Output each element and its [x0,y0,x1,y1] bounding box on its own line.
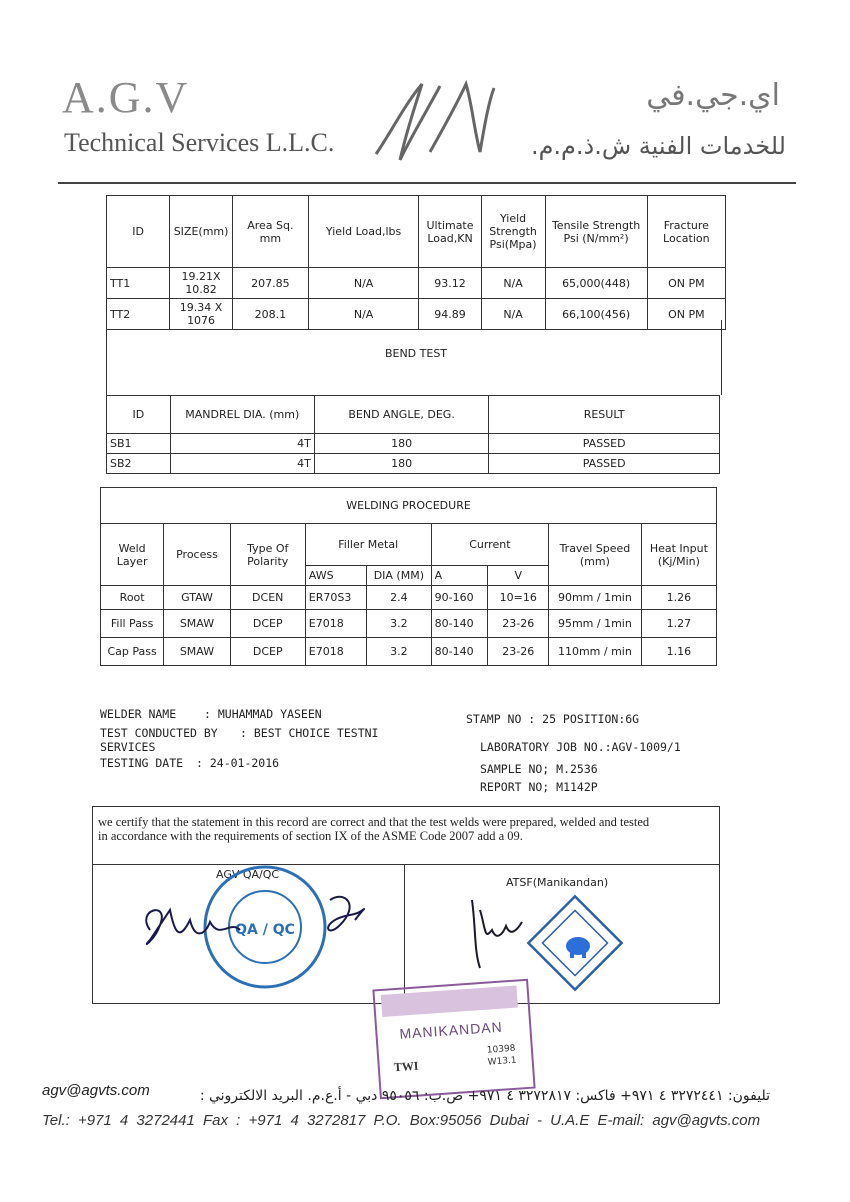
cell: 93.12 [419,268,481,299]
col-weld-layer: Weld Layer [101,524,164,586]
cell: 110mm / min [549,638,642,666]
footer-contact-line: Tel.: +971 4 3272441 Fax : +971 4 3272817 P.O. Box:95056 Dubai - U.A.E E-mail: agv@agvts.com [42,1112,761,1129]
col-area: Area Sq. mm [233,196,309,268]
col-ultimate-load: Ultimate Load,KN [419,196,481,268]
atsf-label: ATSF(Manikandan) [506,876,609,889]
stamp-center-text: QA / QC [235,922,295,938]
col-amps: A [431,566,488,586]
footer-email: agv@agvts.com [42,1082,150,1099]
cell: DCEN [230,586,305,610]
cell: 208.1 [233,299,309,330]
col-id: ID [107,196,170,268]
cell: PASSED [489,434,720,454]
cell: DCEP [230,638,305,666]
bend-test-title: BEND TEST [384,347,448,360]
cell: 94.89 [419,299,481,330]
footer-arabic-contact: تليفون: ٣٢٧٢٤٤١ ٤ ٩٧١+ فاكس: ٣٢٧٢٨١٧ ٤ ٩٧١+ ص.ب: ٩٥٠٥٦ دبي - أ.ع.م. البريد الالكتروني : [199,1088,770,1104]
agv-logo-icon [370,74,500,166]
report-no: REPORT NO; M1142P [480,780,598,794]
cell: 3.2 [367,638,432,666]
cell: 90-160 [431,586,488,610]
cell: 3.2 [367,610,432,638]
col-yield-strength: Yield Strength Psi(Mpa) [481,196,545,268]
stamp-cert-number: 10398 [486,1043,516,1056]
sample-no: SAMPLE NO; M.2536 [480,762,598,776]
col-current: Current [431,524,548,566]
welding-procedure-title: WELDING PROCEDURE [101,488,717,524]
col-aws: AWS [305,566,366,586]
welder-name-value: : MUHAMMAD YASEEN [204,707,322,721]
cell: Cap Pass [101,638,164,666]
company-arabic-subtitle: للخدمات الفنية ش.ذ.م.م. [530,132,786,160]
company-subtitle: Technical Services L.L.C. [64,128,335,157]
cell: 19.21X 10.82 [170,268,233,299]
cell: Fill Pass [101,610,164,638]
certification-text: we certify that the statement in this record are correct and that the test welds were prepared, welded and tested in accordance with the requirements of section IX of the ASME Code 2007 add a 09. [98,815,650,843]
stamp-twi: TWI [393,1058,419,1075]
cell: 80-140 [431,638,488,666]
conducted-by-value: : BEST CHOICE TESTNI [240,726,379,740]
testing-date-value: : 24-01-2016 [196,756,280,770]
col-size: SIZE(mm) [170,196,233,268]
testing-date-label: TESTING DATE [100,756,184,770]
col-travel-speed: Travel Speed (mm) [549,524,642,586]
col-polarity: Type Of Polarity [230,524,305,586]
tensile-test-table [106,195,726,330]
cell: E7018 [305,638,366,666]
col-yield-load: Yield Load,lbs [308,196,419,268]
cell: 66,100(456) [545,299,647,330]
cell: TT1 [107,268,170,299]
cell: N/A [481,299,545,330]
table-row [107,434,720,454]
col-bend-angle: BEND ANGLE, DEG. [314,396,489,434]
cell: 4T [170,434,314,454]
cell: 19.34 X 1076 [170,299,233,330]
cell: 23-26 [488,638,549,666]
company-arabic-name: اي.جي.في [646,78,780,113]
table-row [101,586,717,610]
company-logo-text: A.G.V [62,73,190,122]
cell: 180 [314,454,489,474]
cell: 1.16 [641,638,716,666]
cell: 1.27 [641,610,716,638]
cell: DCEP [230,610,305,638]
agv-qaqc-label: AGV QA/QC [216,868,280,881]
cell: E7018 [305,610,366,638]
cell: N/A [308,299,419,330]
cell: SB2 [107,454,171,474]
cell: ER70S3 [305,586,366,610]
laboratory-job-no: LABORATORY JOB NO.:AGV-1009/1 [480,740,681,754]
cell: PASSED [489,454,720,474]
table-row [107,454,720,474]
cell: 180 [314,434,489,454]
cell: 10=16 [488,586,549,610]
cell: 4T [170,454,314,474]
certification-column-divider [404,864,405,1002]
stamp-position: STAMP NO : 25 POSITION:6G [466,712,640,726]
cell: 2.4 [367,586,432,610]
cell: 207.85 [233,268,309,299]
welder-name-label: WELDER NAME [100,707,177,721]
col-process: Process [164,524,230,586]
cell: N/A [481,268,545,299]
cell: GTAW [164,586,230,610]
col-tensile-strength: Tensile Strength Psi (N/mm²) [545,196,647,268]
qaqc-signature-icon [130,880,390,970]
inspector-stamp [372,979,535,1100]
bend-test-table [106,395,720,474]
col-heat-input: Heat Input (Kj/Min) [641,524,716,586]
col-id: ID [107,396,171,434]
cell: ON PM [647,268,725,299]
cell: 1.26 [641,586,716,610]
cell: SB1 [107,434,171,454]
table-row [107,268,726,299]
cell: N/A [308,268,419,299]
conducted-by-value-2: SERVICES [100,740,156,754]
cell: 80-140 [431,610,488,638]
table-row [101,638,717,666]
cell: TT2 [107,299,170,330]
testing-services-stamp-icon [520,888,630,998]
cell: SMAW [164,610,230,638]
welding-procedure-table [100,487,717,666]
stamp-inspector-name: MANIKANDAN [398,1018,504,1042]
table-row [101,610,717,638]
col-filler-metal: Filler Metal [305,524,431,566]
cell: 95mm / 1min [549,610,642,638]
stamp-banner [381,986,518,1017]
header-divider [58,182,796,184]
conducted-by-label: TEST CONDUCTED BY [100,726,218,740]
col-fracture: Fracture Location [647,196,725,268]
cell: ON PM [647,299,725,330]
cell: Root [101,586,164,610]
col-mandrel: MANDREL DIA. (mm) [170,396,314,434]
stamp-cert-code: W13.1 [487,1055,517,1068]
col-dia: DIA (MM) [367,566,432,586]
cell: 90mm / 1min [549,586,642,610]
certification-divider [92,864,719,865]
col-result: RESULT [489,396,720,434]
cell: SMAW [164,638,230,666]
col-volts: V [488,566,549,586]
cell: 23-26 [488,610,549,638]
cell: 65,000(448) [545,268,647,299]
